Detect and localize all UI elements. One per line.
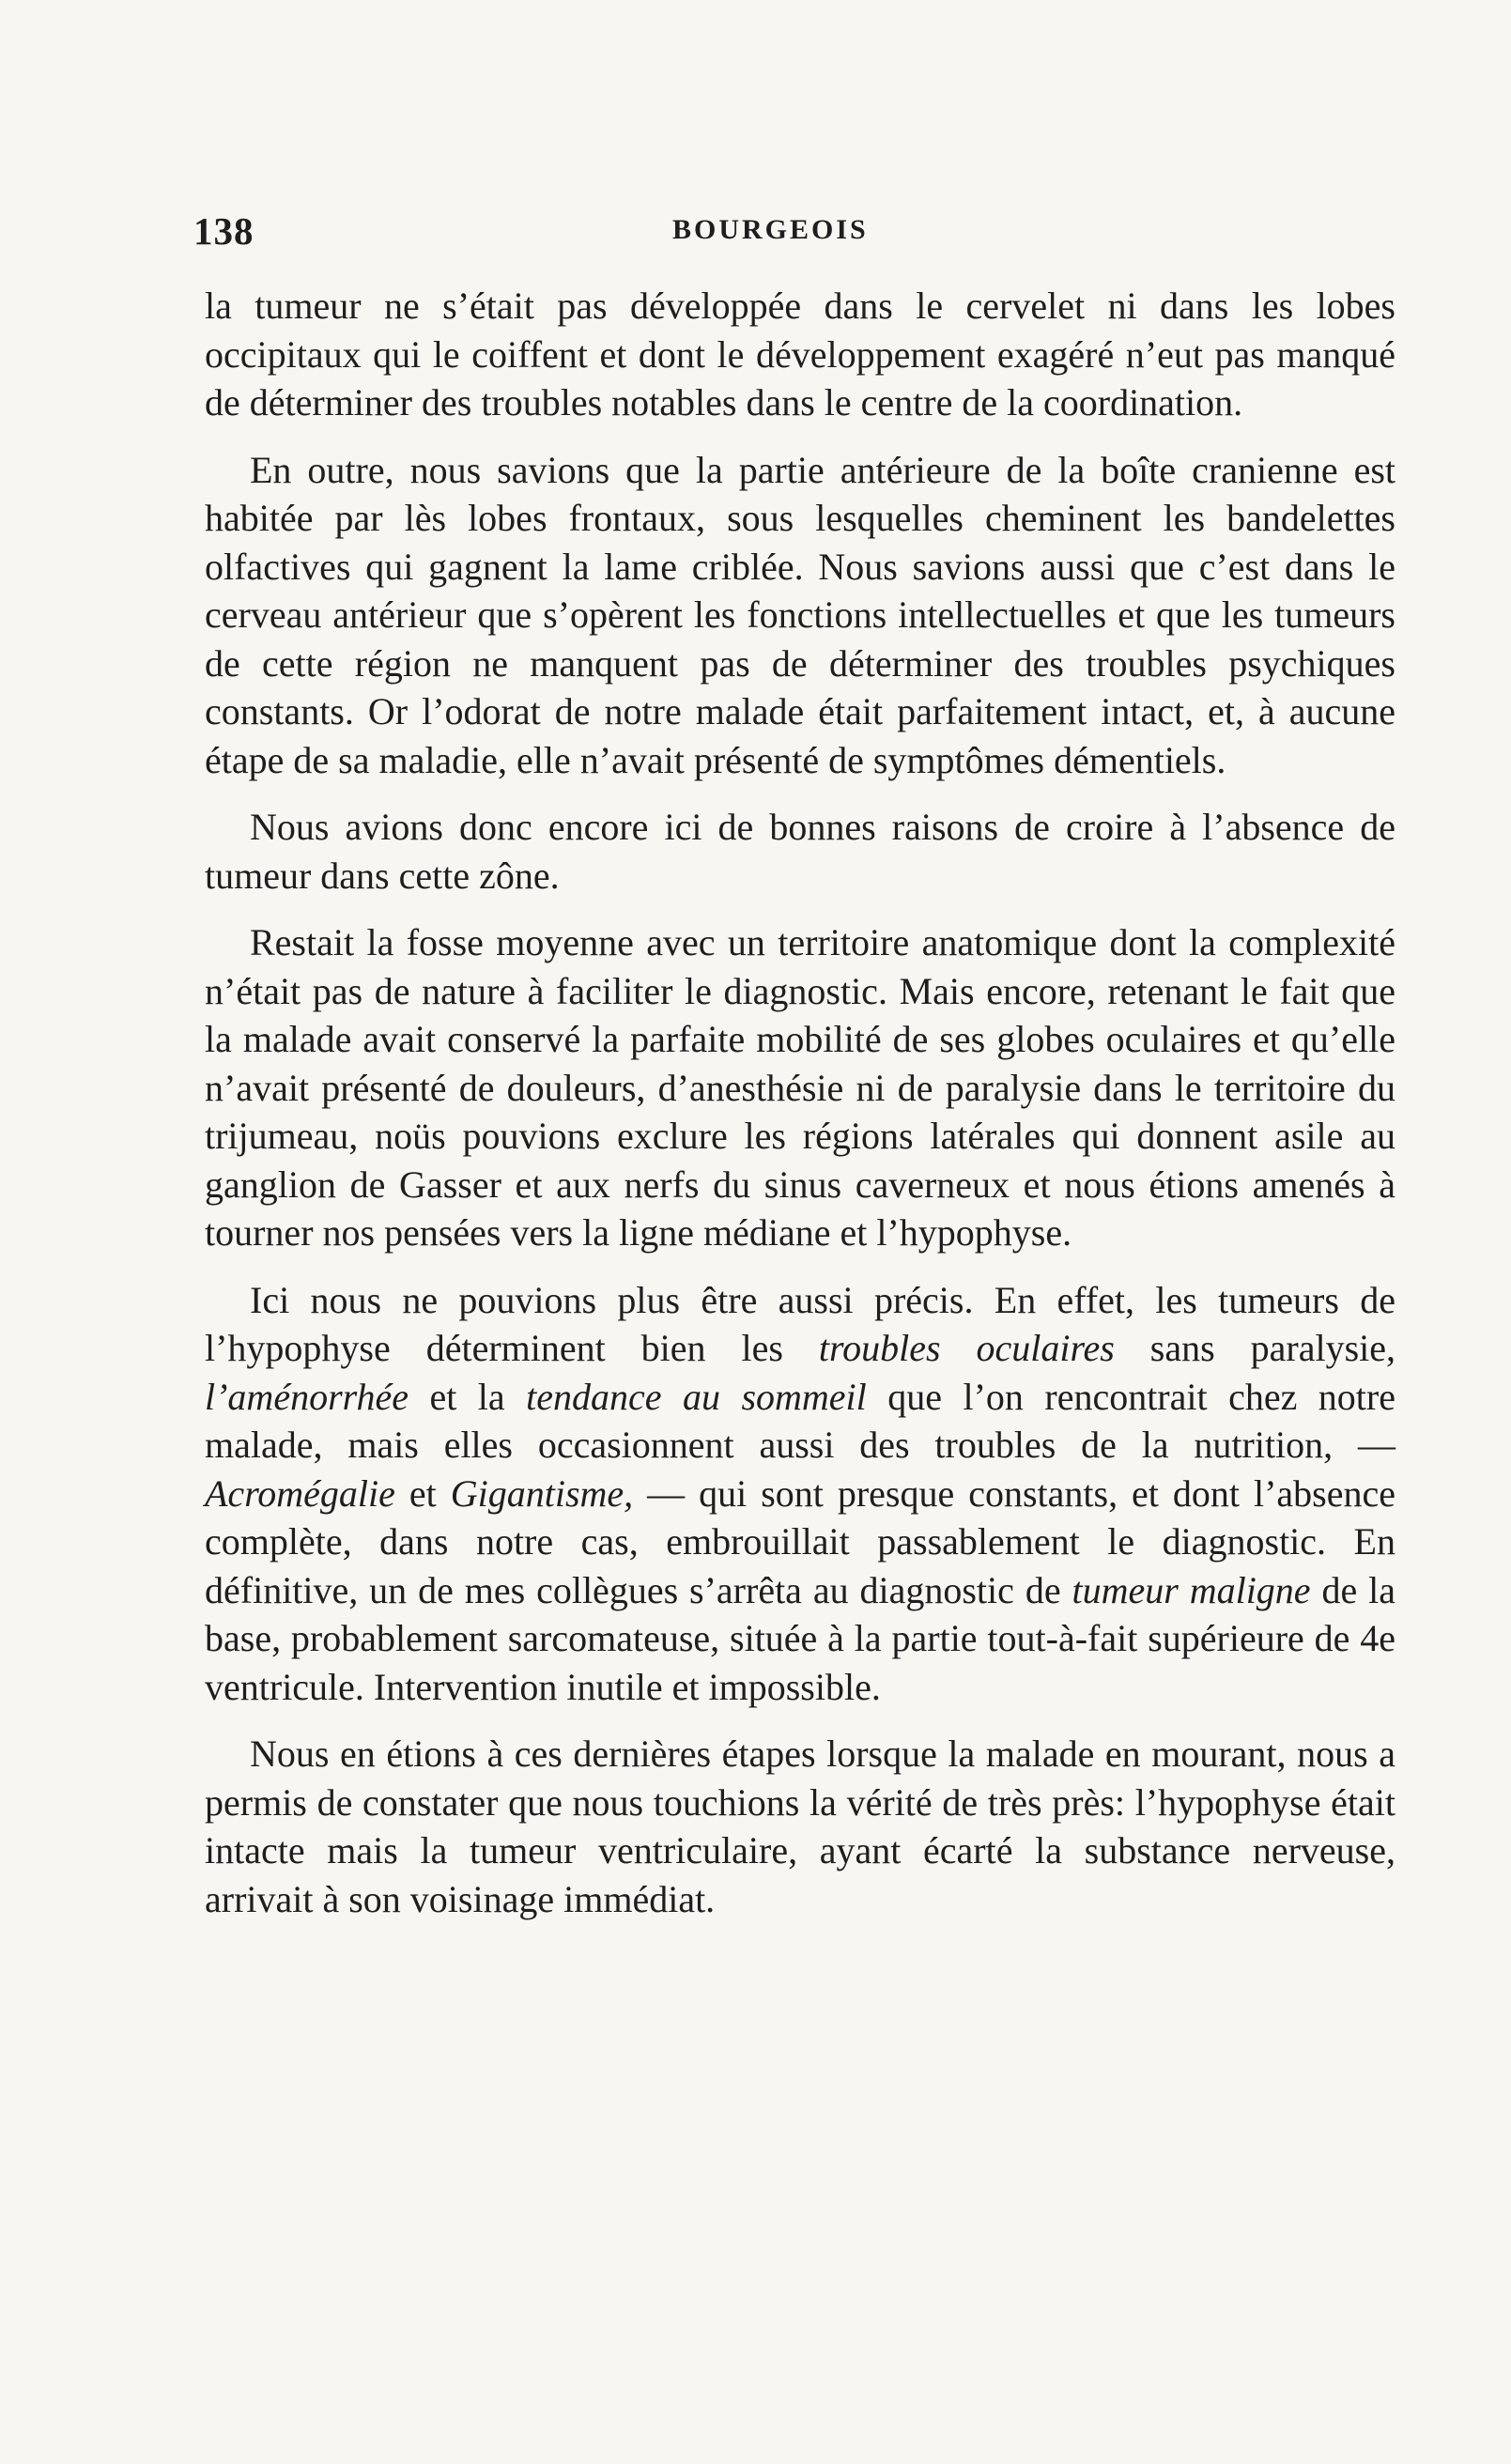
text-run: En outre, nous savions que la partie antérieure de la boîte cranienne est habitée par lès lobes frontaux, sous lesquelles cheminent les bandelettes olfactives qui gagnent la lame criblée. Nous savions aussi que c’est dans le cerveau antérieur que s’opèrent les fonctions intellectuelles et que les tumeurs de cette région ne manquent pas de déterminer des troubles psychiques constants. Or l’odorat de notre malade était parfaitement intact, et, à aucune étape de sa maladie, elle n’avait présenté de symptômes démentiels. — [205, 448, 1395, 781]
paragraph — [205, 446, 1395, 785]
body-text — [205, 282, 1395, 1942]
paragraph — [205, 282, 1395, 427]
text-run: de la base, probablement sarcomateuse, située à la partie tout-à-fait supérieure de 4e ventricule. Intervention inutile et impossible. — [205, 1568, 1395, 1708]
text-run: la tumeur ne s’était pas développée dans le cervelet ni dans les lobes occipitaux qui le coiffent et dont le développement exagéré n’eut pas manqué de déterminer des troubles notables dans le centre de la coordination. — [205, 285, 1395, 424]
text-run: que l’on rencontrait chez notre malade, mais elles occasionnent aussi des troubles de la nutrition, — — [205, 1375, 1395, 1466]
text-run: Restait la fosse moyenne avec un territoire anatomique dont la complexité n’était pas de nature à faciliter le diagnostic. Mais encore, retenant le fait que la malade avait conservé la parfaite mobilité de ses globes oculaires et qu’elle n’avait présenté de douleurs, d’anesthésie ni de paralysie dans le territoire du trijumeau, noüs pouvions exclure les régions latérales qui donnent asile au ganglion de Gasser et aux nerfs du sinus caverneux et nous étions amenés à tourner nos pensées vers la ligne médiane et l’hypophyse. — [205, 921, 1395, 1254]
italic-text: tendance au sommeil — [526, 1375, 867, 1418]
text-run: Nous avions donc encore ici de bonnes raisons de croire à l’absence de tumeur dans cette zône. — [205, 806, 1395, 897]
page-number: 138 — [193, 209, 254, 253]
page-header — [193, 208, 1391, 265]
italic-text: tumeur maligne — [1072, 1568, 1311, 1611]
italic-text: l’aménorrhée — [205, 1375, 409, 1418]
text-run: et la — [409, 1375, 527, 1418]
italic-text: Acromégalie — [205, 1471, 395, 1515]
text-run: sans paralysie, — [1114, 1327, 1396, 1369]
running-head: BOURGEOIS — [672, 214, 869, 245]
paragraph — [205, 1730, 1395, 1923]
text-run: Nous en étions à ces dernières étapes lorsque la malade en mourant, nous a permis de constater que nous touchions la vérité de très près: l’hypophyse était intacte mais la tumeur ventriculaire, ayant écarté la substance nerveuse, arrivait à son voisinage immédiat. — [205, 1732, 1395, 1920]
paragraph — [205, 918, 1395, 1257]
text-run: et — [394, 1471, 451, 1515]
italic-text: Gigantisme, — [450, 1471, 634, 1515]
paragraph — [205, 803, 1395, 900]
italic-text: troubles oculaires — [818, 1327, 1115, 1369]
text-run: — qui sont presque constants, et dont l’absence complète, dans notre cas, embrouillait passablement le diagnostic. En définitive, un de mes collègues s’arrêta au diagnostic de — [205, 1471, 1395, 1611]
text-run: Ici nous ne pouvions plus être aussi précis. En effet, les tumeurs de l’hypophyse déterminent bien les — [205, 1278, 1395, 1369]
paragraph — [205, 1276, 1395, 1712]
